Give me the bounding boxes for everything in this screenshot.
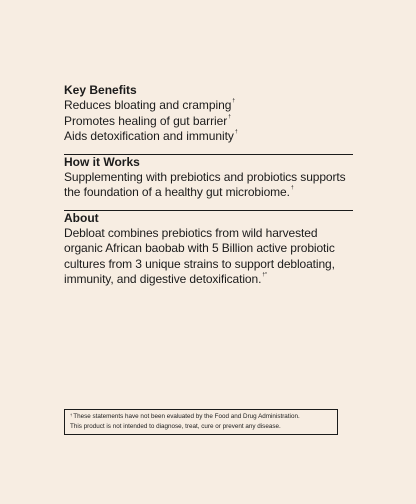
about-line: organic African baobab with 5 Billion active probiotic <box>64 241 335 255</box>
about-line: cultures from 3 unique strains to support debloating, <box>64 256 335 271</box>
how-it-works-text <box>64 170 353 201</box>
footnote-mark: † <box>228 113 231 120</box>
key-benefits-section <box>64 83 353 154</box>
benefit-text: Promotes healing of gut barrier <box>64 113 228 128</box>
disclaimer-line: †These statements have not been evaluated by the Food and Drug Administration. <box>70 412 300 420</box>
fda-disclaimer-box <box>64 409 338 435</box>
footnote-mark: † <box>70 412 73 417</box>
how-it-works-heading: How it Works <box>64 154 140 169</box>
about-text <box>64 226 353 288</box>
about-section <box>64 211 353 297</box>
benefit-item <box>64 114 353 130</box>
benefit-item <box>64 98 353 114</box>
footnote-mark: † <box>290 185 294 191</box>
product-info-panel <box>64 83 353 297</box>
benefit-item <box>64 129 353 145</box>
how-it-works-section <box>64 155 353 210</box>
key-benefits-heading: Key Benefits <box>64 83 137 97</box>
how-it-works-line: the foundation of a healthy gut microbiome.† <box>64 185 294 199</box>
disclaimer-line: This product is not intended to diagnose, treat, cure or prevent any disease. <box>70 423 281 430</box>
footnote-mark: †* <box>262 272 267 278</box>
about-line: Debloat combines prebiotics from wild harvested <box>64 225 318 240</box>
footnote-mark: † <box>232 98 236 104</box>
about-heading: About <box>64 210 99 225</box>
footnote-mark: † <box>234 129 238 135</box>
benefit-text: Aids detoxification and immunity <box>64 129 234 143</box>
about-line: immunity, and digestive detoxification.†* <box>64 272 267 286</box>
how-it-works-line: Supplementing with prebiotics and probiotics supports <box>64 169 346 184</box>
benefit-text: Reduces bloating and cramping <box>64 98 232 112</box>
